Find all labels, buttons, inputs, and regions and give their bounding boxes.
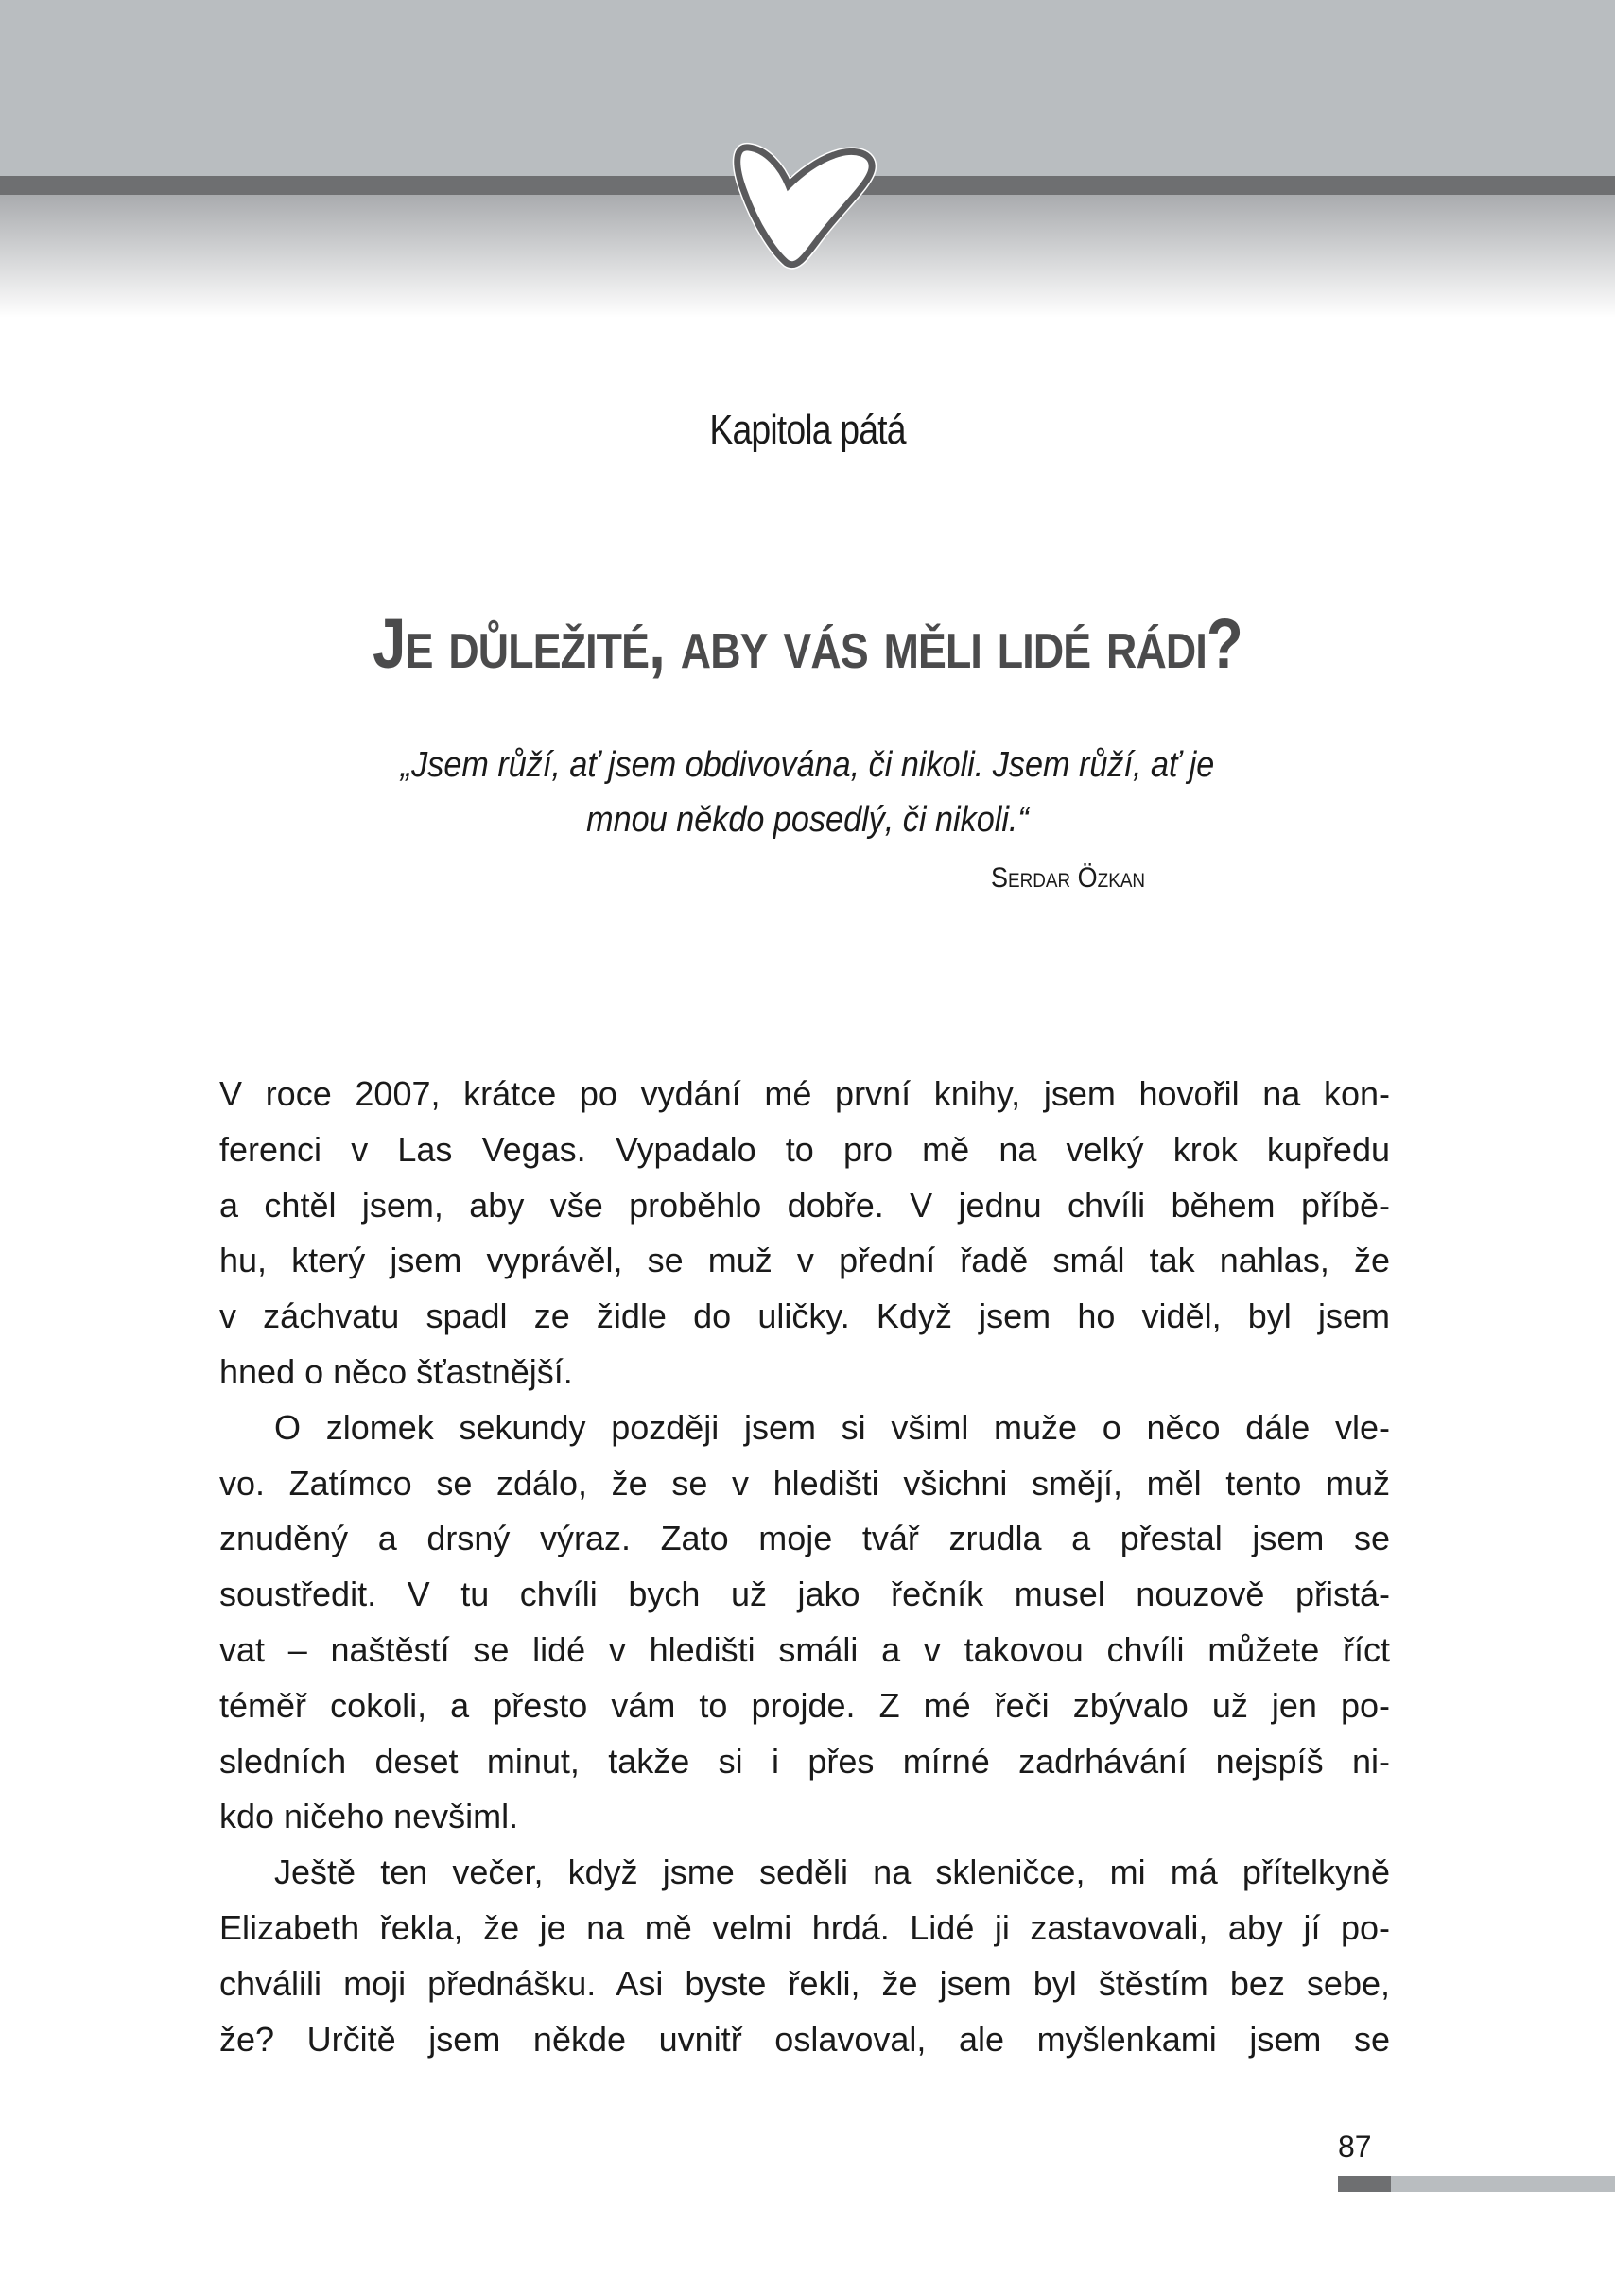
footer-bar-accent bbox=[1338, 2176, 1391, 2192]
text-line: vat – naštěstí se lidé v hledišti smáli a v takovou chvíli můžete říct bbox=[219, 1629, 1390, 1669]
text-line: téměř cokoli, a přesto vám to projde. Z mé řeči zbývalo už jen po- bbox=[219, 1685, 1390, 1725]
epigraph-line: mnou někdo posedlý, či nikoli.“ bbox=[586, 800, 1029, 840]
text-line: znuděný a drsný výraz. Zato moje tvář zrudla a přestal jsem se bbox=[219, 1519, 1390, 1558]
heart-icon bbox=[728, 140, 887, 272]
text-line: sledních deset minut, takže si i přes mírné zadrhávání nejspíš ni- bbox=[219, 1741, 1390, 1781]
text-line: že? Určitě jsem někde uvnitř oslavoval, ale myšlenkami jsem se bbox=[219, 2019, 1390, 2059]
text-line: Ještě ten večer, když jsme seděli na skleničce, mi má přítelkyně bbox=[274, 1852, 1390, 1892]
text-line: a chtěl jsem, aby vše proběhlo dobře. V jednu chvíli během příbě- bbox=[219, 1185, 1390, 1225]
text-line: soustředit. V tu chvíli bych už jako řečník musel nouzově přistá- bbox=[219, 1574, 1390, 1614]
chapter-label: Kapitola pátá bbox=[709, 407, 906, 453]
text-line: vo. Zatímco se zdálo, že se v hledišti všichni smějí, měl tento muž bbox=[219, 1463, 1390, 1503]
text-line: hu, který jsem vyprávěl, se muž v přední řadě smál tak nahlas, že bbox=[219, 1241, 1390, 1280]
body-text bbox=[219, 1067, 1390, 2067]
page-number: 87 bbox=[1338, 2130, 1372, 2164]
text-line: v záchvatu spadl ze židle do uličky. Když jsem ho viděl, byl jsem bbox=[219, 1296, 1390, 1336]
epigraph-line: „Jsem růží, ať jsem obdivována, či nikoli. Jsem růží, ať je bbox=[400, 745, 1215, 785]
text-line: V roce 2007, krátce po vydání mé první knihy, jsem hovořil na kon- bbox=[219, 1074, 1390, 1113]
text-line: O zlomek sekundy později jsem si všiml muže o něco dále vle- bbox=[274, 1407, 1390, 1447]
text-line: kdo ničeho nevšiml. bbox=[219, 1797, 519, 1836]
epigraph-author: Serdar Özkan bbox=[991, 862, 1146, 894]
text-line: ferenci v Las Vegas. Vypadalo to pro mě na velký krok kupředu bbox=[219, 1129, 1390, 1169]
text-line: hned o něco šťastnější. bbox=[219, 1351, 573, 1391]
text-line: Elizabeth řekla, že je na mě velmi hrdá. Lidé ji zastavovali, aby jí po- bbox=[219, 1907, 1390, 1947]
text-line: chválili moji přednášku. Asi byste řekli, že jsem byl štěstím bez sebe, bbox=[219, 1963, 1390, 2003]
chapter-title: Je důležité, aby vás měli lidé rádi? bbox=[373, 604, 1242, 683]
